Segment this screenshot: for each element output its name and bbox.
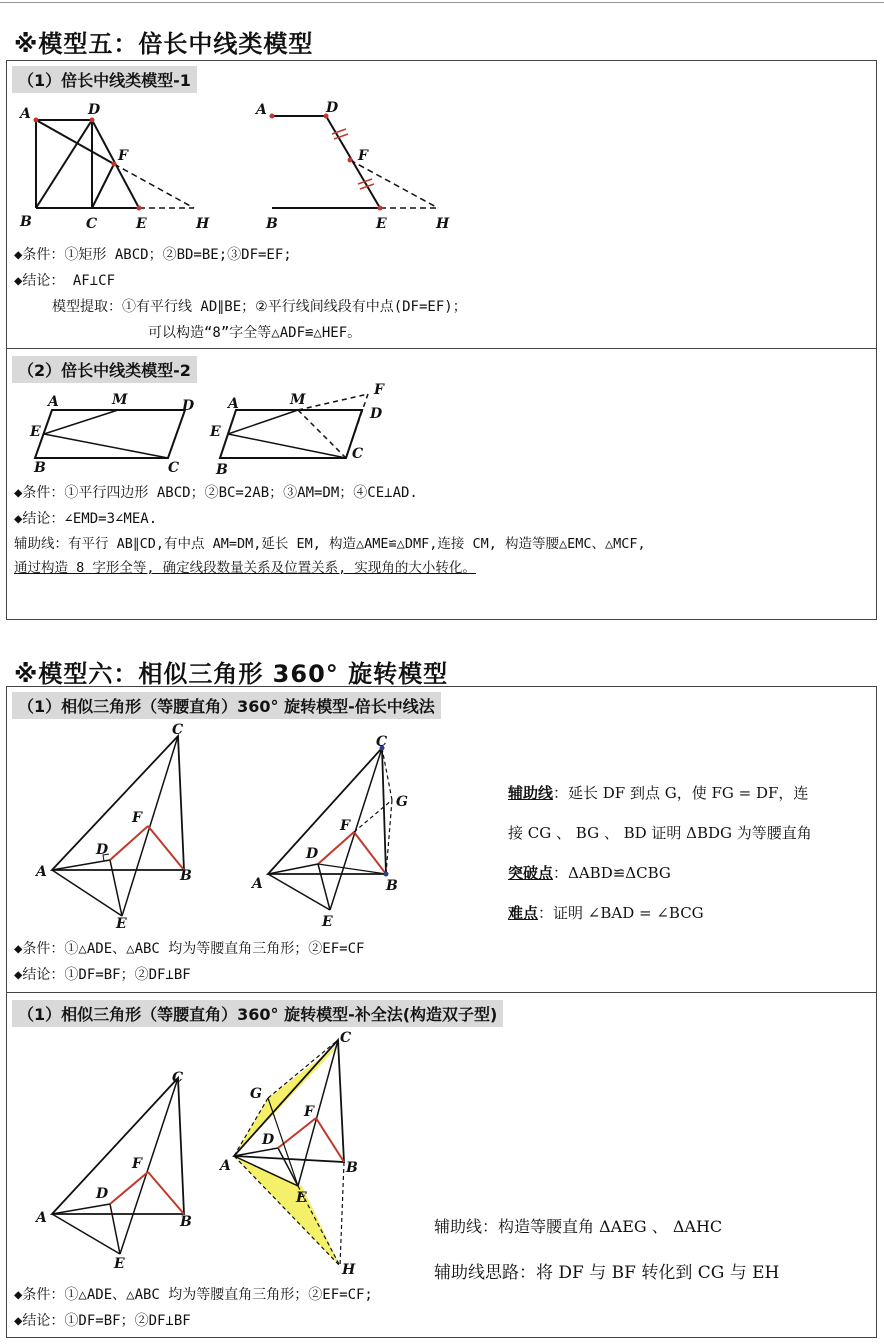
model6-heading: ※模型六：相似三角形 360° 旋转模型 bbox=[14, 660, 449, 688]
m6f1-B: B bbox=[180, 868, 192, 884]
m6s2f2-D: D bbox=[262, 1132, 275, 1148]
model6-sub2-title: （1）相似三角形（等腰直角）360° 旋转模型-补全法(构造双子型) bbox=[12, 1000, 503, 1027]
model5-sub2-fig2 bbox=[206, 382, 396, 478]
m5f2-D: D bbox=[326, 100, 339, 116]
m6s2f2-H: H bbox=[342, 1262, 356, 1276]
m6f2-E: E bbox=[322, 914, 333, 930]
m5s2f2-M: M bbox=[290, 392, 306, 408]
m6f2-C: C bbox=[376, 734, 388, 750]
m5s2f2-F: F bbox=[374, 382, 384, 398]
m6s2f2-F: F bbox=[304, 1104, 314, 1120]
m6f2-A: A bbox=[252, 876, 263, 892]
break-text: ：ΔABD≌ΔCBG bbox=[553, 864, 671, 882]
aux-text: ：延长 DF 到点 G，使 FG = DF，连 bbox=[553, 784, 809, 802]
m5f1-E: E bbox=[136, 216, 147, 232]
model6-sub1-aux bbox=[508, 782, 808, 803]
m5f1-C: C bbox=[86, 216, 98, 232]
m5f1-D: D bbox=[88, 102, 101, 118]
m5s2f1-B: B bbox=[34, 460, 46, 476]
model5-sub1-extract2: 可以构造“8”字全等△ADF≌△HEF。 bbox=[148, 325, 362, 341]
model6-sub2-fig2 bbox=[216, 1026, 396, 1276]
aux-label: 辅助线 bbox=[508, 784, 554, 802]
model6-divider bbox=[6, 992, 877, 993]
m5s2f1-D: D bbox=[182, 398, 195, 414]
m5f2-A: A bbox=[256, 102, 267, 118]
m6s2f2-A: A bbox=[220, 1158, 231, 1174]
model5-sub1-condition: ◆条件：①矩形 ABCD；②BD=BE;③DF=EF; bbox=[14, 247, 292, 263]
model5-sub2-title: （2）倍长中线类模型-2 bbox=[12, 356, 197, 383]
model6-sub1-title: （1）相似三角形（等腰直角）360° 旋转模型-倍长中线法 bbox=[12, 692, 441, 719]
m5f2-B: B bbox=[266, 216, 278, 232]
top-rule bbox=[0, 2, 884, 3]
m5f1-H: H bbox=[196, 216, 210, 232]
m5s2f2-A: A bbox=[228, 396, 239, 412]
m6s2f1-D: D bbox=[96, 1186, 109, 1202]
m6s2f2-B: B bbox=[346, 1160, 358, 1176]
m5s2f2-E: E bbox=[210, 424, 221, 440]
model5-sub2-fig1 bbox=[20, 388, 200, 478]
m6f2-B: B bbox=[386, 878, 398, 894]
model6-sub2-aux: 辅助线：构造等腰直角 ΔAEG 、 ΔAHC bbox=[434, 1217, 723, 1236]
m5s2f1-E: E bbox=[30, 424, 41, 440]
hard-text: ：证明 ∠BAD = ∠BCG bbox=[538, 904, 704, 922]
model6-sub1-break bbox=[508, 862, 671, 883]
break-label: 突破点 bbox=[508, 864, 554, 882]
m6s2f2-E: E bbox=[296, 1190, 307, 1206]
m5f2-H: H bbox=[436, 216, 450, 232]
model5-sub2-condition: ◆条件：①平行四边形 ABCD；②BC=2AB；③AM=DM；④CE⊥AD. bbox=[14, 485, 418, 501]
m6f2-F: F bbox=[340, 818, 350, 834]
model5-sub2-aux2: 通过构造 8 字形全等, 确定线段数量关系及位置关系, 实现角的大小转化。 bbox=[14, 560, 476, 576]
m5s2f1-M: M bbox=[112, 392, 128, 408]
m6f1-D: D bbox=[96, 842, 109, 858]
m5s2f2-D: D bbox=[370, 406, 383, 422]
m6s2f1-B: B bbox=[180, 1214, 192, 1230]
model6-sub2-conclusion: ◆结论：①DF=BF；②DF⊥BF bbox=[14, 1313, 191, 1329]
m6f1-F: F bbox=[132, 810, 142, 826]
model6-sub1-conclusion: ◆结论：①DF=BF；②DF⊥BF bbox=[14, 967, 191, 983]
model6-fig2 bbox=[246, 726, 426, 936]
m6f2-D: D bbox=[306, 846, 319, 862]
m6s2f1-F: F bbox=[132, 1156, 142, 1172]
model5-divider bbox=[6, 348, 877, 349]
m5f1-A: A bbox=[20, 106, 31, 122]
m5f2-F: F bbox=[358, 148, 368, 164]
model6-sub1-hard bbox=[508, 902, 704, 923]
m6s2f1-A: A bbox=[36, 1210, 47, 1226]
m6f2-G: G bbox=[396, 794, 408, 810]
model6-sub2-condition: ◆条件：①△ADE、△ABC 均为等腰直角三角形；②EF=CF; bbox=[14, 1287, 373, 1303]
model5-heading: ※模型五：倍长中线类模型 bbox=[14, 30, 314, 58]
m5s2f1-C: C bbox=[168, 460, 180, 476]
model6-sub2-fig1 bbox=[30, 1064, 210, 1274]
model6-sub1-condition: ◆条件：①△ADE、△ABC 均为等腰直角三角形；②EF=CF bbox=[14, 941, 365, 957]
model6-sub2-aux2: 辅助线思路：将 DF 与 BF 转化到 CG 与 EH bbox=[434, 1263, 780, 1283]
model5-sub1-title: （1）倍长中线类模型-1 bbox=[12, 66, 197, 93]
m5f2-E: E bbox=[376, 216, 387, 232]
m6s2f2-G: G bbox=[250, 1086, 262, 1102]
model5-sub2-aux1: 辅助线：有平行 AB∥CD,有中点 AM=DM,延长 EM, 构造△AME≌△DMF,连接 CM, 构造等腰△EMC、△MCF, bbox=[14, 536, 646, 552]
m5s2f1-A: A bbox=[48, 394, 59, 410]
model5-sub1-conclusion: ◆结论： AF⊥CF bbox=[14, 273, 116, 289]
model5-fig1 bbox=[14, 96, 224, 236]
m6f1-C: C bbox=[172, 722, 184, 738]
model5-sub2-conclusion: ◆结论：∠EMD=3∠MEA. bbox=[14, 511, 158, 527]
m5s2f2-C: C bbox=[352, 446, 364, 462]
m6f1-E: E bbox=[116, 916, 127, 932]
model6-fig1 bbox=[30, 722, 210, 932]
m6f1-A: A bbox=[36, 864, 47, 880]
m5f1-F: F bbox=[118, 148, 128, 164]
m5f1-B: B bbox=[20, 214, 32, 230]
m6s2f2-C: C bbox=[340, 1030, 352, 1046]
hard-label: 难点 bbox=[508, 904, 539, 922]
model5-sub1-extract1: 模型提取：①有平行线 AD∥BE；②平行线间线段有中点(DF=EF)； bbox=[52, 299, 467, 315]
m6s2f1-E: E bbox=[114, 1256, 125, 1272]
m5s2f2-B: B bbox=[216, 462, 228, 478]
m6s2f1-C: C bbox=[172, 1070, 184, 1086]
model6-sub1-aux2: 接 CG 、 BG 、 BD 证明 ΔBDG 为等腰直角 bbox=[508, 824, 812, 842]
model5-fig2 bbox=[250, 96, 470, 236]
